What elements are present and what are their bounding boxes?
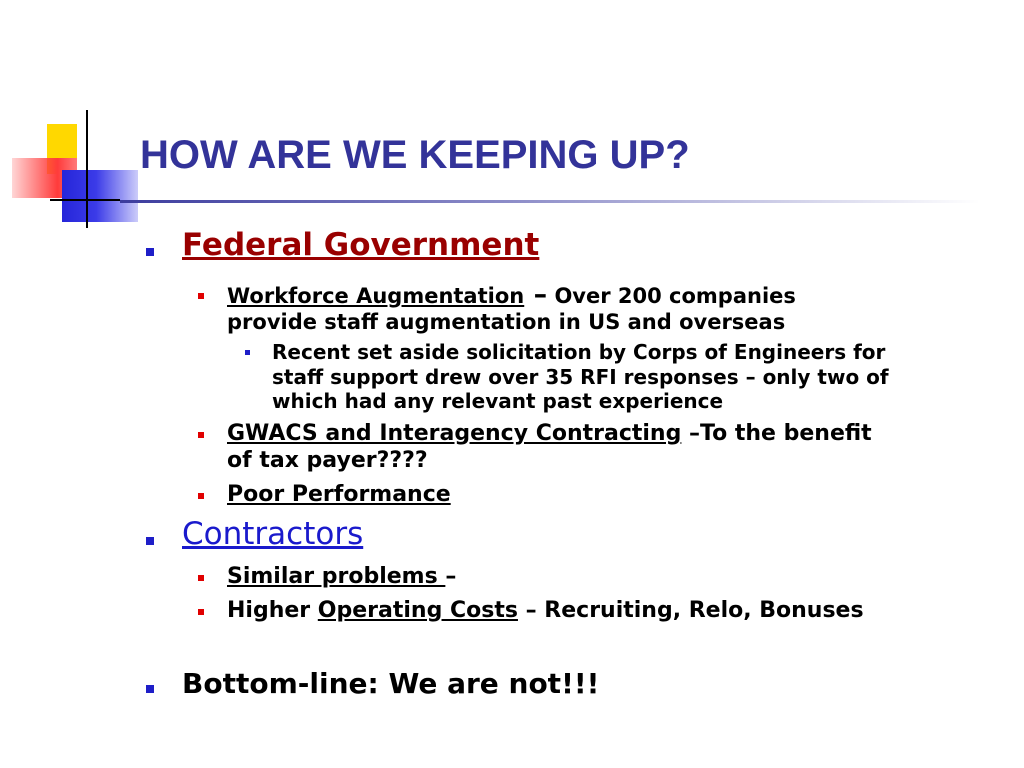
operating-costs-link[interactable]: Operating Costs: [317, 598, 518, 623]
recent-text-line1: Recent set aside solicitation by Corps of Engineers for: [272, 340, 886, 364]
bullet-bottom-line: [182, 667, 599, 700]
similar-problems-dash: –: [445, 564, 457, 589]
bullet-marker: [245, 350, 250, 355]
federal-government-link[interactable]: Federal Government: [182, 227, 540, 263]
bullet-marker: [146, 685, 154, 693]
bullet-gwacs: [227, 420, 872, 474]
bullet-workforce-augmentation: [227, 279, 796, 335]
bullet-marker: [146, 248, 154, 256]
gwacs-link[interactable]: GWACS and Interagency Contracting: [227, 421, 682, 446]
workforce-text-line1: Over 200 companies: [547, 284, 796, 308]
bullet-marker: [198, 575, 204, 581]
bullet-higher-operating-costs: [227, 597, 864, 624]
bullet-poor-performance: [227, 481, 451, 508]
bullet-marker: [198, 609, 204, 615]
slide-title: HOW ARE WE KEEPING UP?: [140, 133, 690, 177]
gwacs-text-line2: of tax payer????: [227, 448, 428, 473]
workforce-augmentation-link[interactable]: Workforce Augmentation: [227, 284, 525, 308]
recent-text-line2: staff support drew over 35 RFI responses – only two of: [272, 364, 889, 389]
bullet-marker: [198, 293, 204, 299]
recent-text-line3: which had any relevant past experience: [272, 389, 724, 413]
higher-prefix: Higher: [227, 598, 318, 623]
workforce-dash: –: [524, 279, 548, 310]
bullet-marker: [146, 537, 154, 545]
bullet-contractors: [182, 516, 363, 552]
bottom-line-text: Bottom-line: We are not!!!: [182, 667, 600, 700]
bullet-marker: [198, 493, 204, 499]
gwacs-text-line1: –To the benefit: [681, 421, 872, 446]
contractors-link[interactable]: Contractors: [182, 516, 364, 552]
bullet-similar-problems: [227, 563, 456, 590]
higher-rest: – Recruiting, Relo, Bonuses: [517, 598, 864, 623]
bullet-recent-solicitation: [272, 340, 889, 414]
bullet-marker: [198, 432, 204, 438]
similar-problems-link[interactable]: Similar problems: [227, 564, 446, 589]
bullet-federal-government: [182, 227, 539, 263]
workforce-text-line2: provide staff augmentation in US and overseas: [227, 310, 786, 334]
poor-performance-link[interactable]: Poor Performance: [227, 482, 451, 507]
